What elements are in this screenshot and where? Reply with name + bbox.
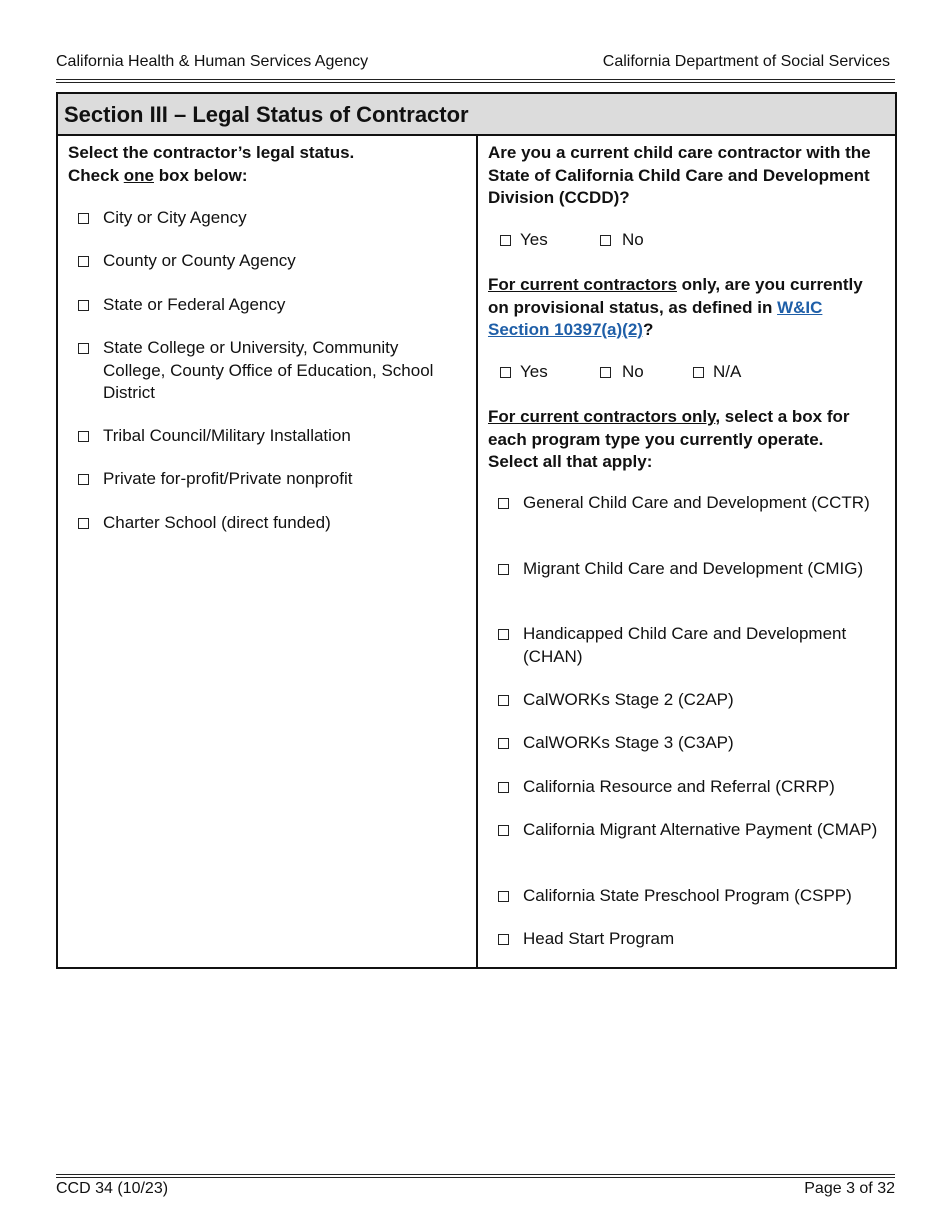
footer-rule [56,1177,895,1178]
contractor-status-column [478,136,895,967]
checkbox[interactable] [500,235,511,246]
page-header [56,53,890,71]
option-charter[interactable]: Charter School (direct funded) [78,512,468,535]
checkbox[interactable] [498,891,509,902]
checkbox[interactable] [78,213,89,224]
checkbox[interactable] [78,343,89,354]
option-county[interactable]: County or County Agency [78,250,468,273]
program-c2ap-option[interactable]: CalWORKs Stage 2 (C2AP) [498,689,888,712]
program-chan-option[interactable]: Handicapped Child Care and Development (CHAN) [498,623,893,668]
program-crrp-option[interactable]: California Resource and Referral (CRRP) [498,776,888,799]
checkbox[interactable] [78,518,89,529]
checkbox[interactable] [78,256,89,267]
header-rule [56,82,895,83]
header-rule [56,79,895,80]
program-type-question: For current contractors only, select a box for each program type you currently operate. Select all that apply: [488,407,850,471]
checkbox[interactable] [498,498,509,509]
checkbox[interactable] [78,474,89,485]
program-cmap-option[interactable]: California Migrant Alternative Payment (CMAP) [498,819,878,842]
legal-status-question: Select the contractor’s legal status. Check one box below: [68,143,355,185]
checkbox[interactable] [498,629,509,640]
checkbox[interactable] [498,564,509,575]
option-city[interactable]: City or City Agency [78,207,468,230]
provisional-na-option[interactable]: N/A [693,361,741,384]
checkbox[interactable] [600,235,611,246]
form-number: CCD 34 (10/23) [56,1180,169,1197]
checkbox[interactable] [693,367,704,378]
option-state-federal[interactable]: State or Federal Agency [78,294,468,317]
program-cctr-option[interactable]: General Child Care and Development (CCTR) [498,492,888,515]
ccdd-contractor-choices [500,229,644,252]
checkbox[interactable] [500,367,511,378]
provisional-no-option[interactable]: No [600,361,693,384]
checkbox[interactable] [78,431,89,442]
ccdd-contractor-question: Are you a current child care contractor with the State of California Child Care and Development Division (CCDD)? [488,143,871,207]
checkbox[interactable] [600,367,611,378]
option-private[interactable]: Private for-profit/Private nonprofit [78,468,468,491]
program-cmig-option[interactable]: Migrant Child Care and Development (CMIG) [498,558,888,581]
ccdd-yes-option[interactable]: Yes [500,229,600,252]
footer-rule [56,1174,895,1175]
section-box [56,92,897,969]
legal-status-column [58,136,478,967]
option-tribal-military[interactable]: Tribal Council/Military Installation [78,425,468,448]
ccdd-no-option[interactable]: No [600,229,644,252]
wic-section-link[interactable]: W&IC Section 10397(a)(2) [488,297,823,339]
section-title: Section III – Legal Status of Contractor [58,94,895,136]
program-head-start-option[interactable]: Head Start Program [498,928,888,951]
checkbox[interactable] [498,934,509,945]
program-cspp-option[interactable]: California State Preschool Program (CSPP) [498,885,894,908]
page-footer [56,1180,895,1198]
checkbox[interactable] [498,825,509,836]
checkbox[interactable] [498,738,509,749]
provisional-status-question: For current contractors only, are you currently on provisional status, as defined in W&IC Section 10397(a)(2)? [488,275,863,339]
option-college-school[interactable]: State College or University, Community College, County Office of Education, School District [78,337,438,405]
header-agency: California Health & Human Services Agency [56,53,369,70]
provisional-status-choices [500,361,741,384]
provisional-yes-option[interactable]: Yes [500,361,600,384]
header-department: California Department of Social Services [602,53,890,70]
checkbox[interactable] [498,782,509,793]
page-number: Page 3 of 32 [804,1180,895,1197]
checkbox[interactable] [498,695,509,706]
checkbox[interactable] [78,300,89,311]
program-c3ap-option[interactable]: CalWORKs Stage 3 (C3AP) [498,732,888,755]
